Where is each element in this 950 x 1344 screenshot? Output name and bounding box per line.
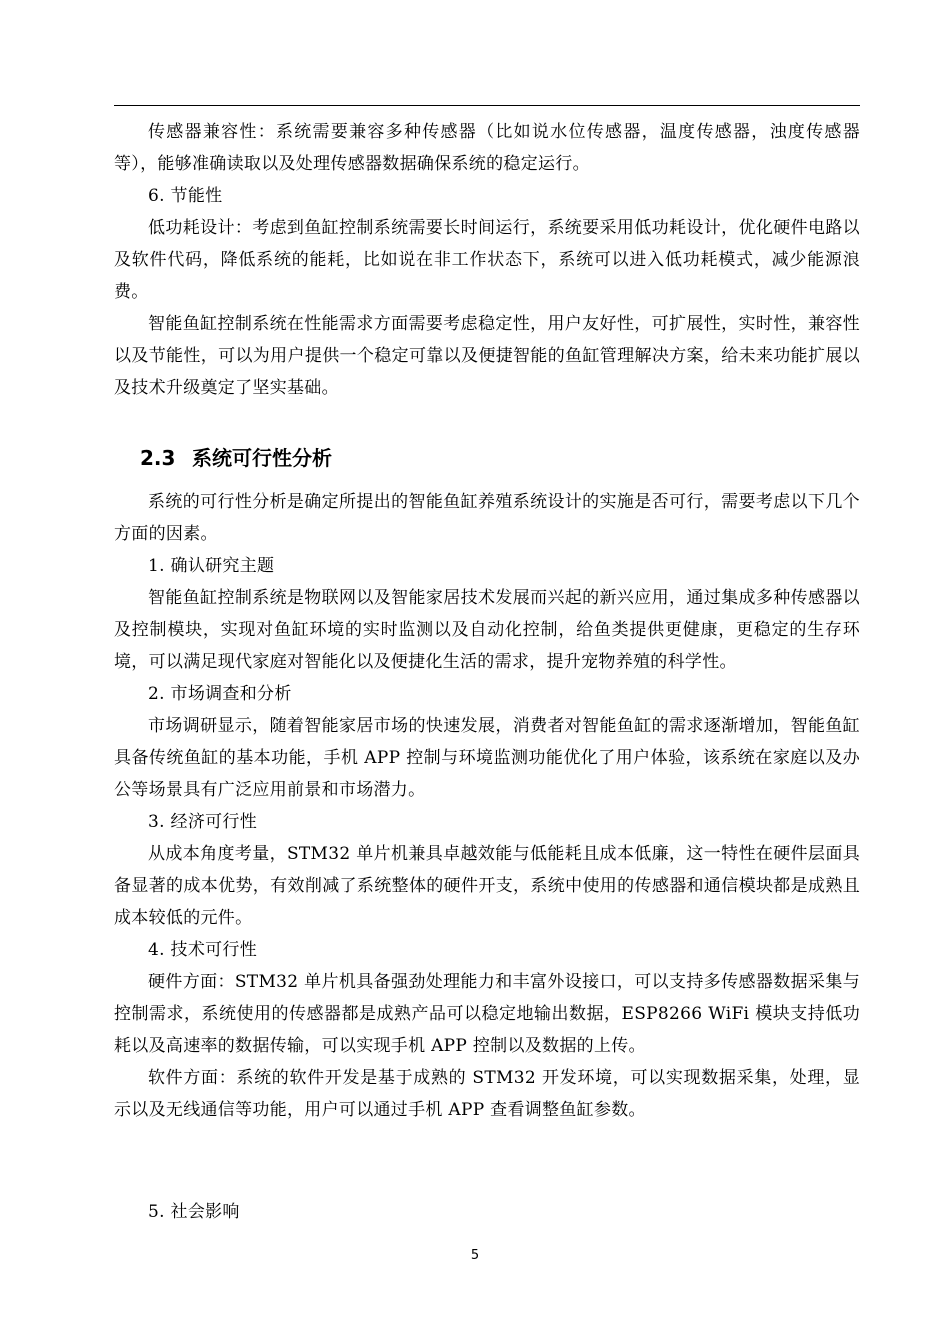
- paragraph-low-power: 低功耗设计：考虑到鱼缸控制系统需要长时间运行，系统要采用低功耗设计，优化硬件电路以及软件代码，降低系统的能耗，比如说在非工作状态下，系统可以进入低功耗模式，减少能源浪费。: [114, 218, 860, 302]
- body-text: [114, 116, 860, 1228]
- item-economic-feasibility: 3. 经济可行性: [148, 812, 258, 832]
- item-energy-saving: 6. 节能性: [148, 186, 223, 206]
- item-technical-feasibility: 4. 技术可行性: [148, 940, 258, 960]
- header-rule: [114, 105, 860, 106]
- paragraph-economic-feasibility: 从成本角度考量，STM32 单片机兼具卓越效能与低能耗且成本低廉，这一特性在硬件层面具备显著的成本优势，有效削减了系统整体的硬件开支，系统中使用的传感器和通信模块都是成熟且成本较低的元件。: [114, 844, 860, 928]
- paragraph-market-analysis: 市场调研显示，随着智能家居市场的快速发展，消费者对智能鱼缸的需求逐渐增加，智能鱼缸具备传统鱼缸的基本功能，手机 APP 控制与环境监测功能优化了用户体验，该系统在家庭以及办公等场景具有广泛应用前景和市场潜力。: [114, 716, 860, 800]
- paragraph-research-topic: 智能鱼缸控制系统是物联网以及智能家居技术发展而兴起的新兴应用，通过集成多种传感器以及控制模块，实现对鱼缸环境的实时监测以及自动化控制，给鱼类提供更健康，更稳定的生存环境，可以满足现代家庭对智能化以及便捷化生活的需求，提升宠物养殖的科学性。: [114, 588, 860, 672]
- item-market-analysis: 2. 市场调查和分析: [148, 684, 292, 704]
- item-research-topic: 1. 确认研究主题: [148, 556, 275, 576]
- section-number: 2.3: [140, 446, 176, 470]
- paragraph-feasibility-intro: 系统的可行性分析是确定所提出的智能鱼缸养殖系统设计的实施是否可行，需要考虑以下几个方面的因素。: [114, 492, 860, 544]
- paragraph-summary: 智能鱼缸控制系统在性能需求方面需要考虑稳定性，用户友好性，可扩展性，实时性，兼容性以及节能性，可以为用户提供一个稳定可靠以及便捷智能的鱼缸管理解决方案，给未来功能扩展以及技术升级奠定了坚实基础。: [114, 314, 860, 398]
- paragraph-software: 软件方面：系统的软件开发是基于成熟的 STM32 开发环境，可以实现数据采集，处理，显示以及无线通信等功能，用户可以通过手机 APP 查看调整鱼缸参数。: [114, 1068, 860, 1120]
- page-number: 5: [470, 1248, 480, 1263]
- paragraph-hardware: 硬件方面：STM32 单片机具备强劲处理能力和丰富外设接口，可以支持多传感器数据采集与控制需求，系统使用的传感器都是成熟产品可以稳定地输出数据，ESP8266 WiFi 模块支持低功耗以及高速率的数据传输，可以实现手机 APP 控制以及数据的上传。: [114, 972, 860, 1056]
- paragraph-sensor-compatibility: 传感器兼容性：系统需要兼容多种传感器（比如说水位传感器，温度传感器，浊度传感器等），能够准确读取以及处理传感器数据确保系统的稳定运行。: [114, 122, 860, 174]
- item-social-impact: 5. 社会影响: [148, 1202, 240, 1222]
- section-heading: [114, 442, 860, 474]
- section-title: 系统可行性分析: [192, 446, 332, 470]
